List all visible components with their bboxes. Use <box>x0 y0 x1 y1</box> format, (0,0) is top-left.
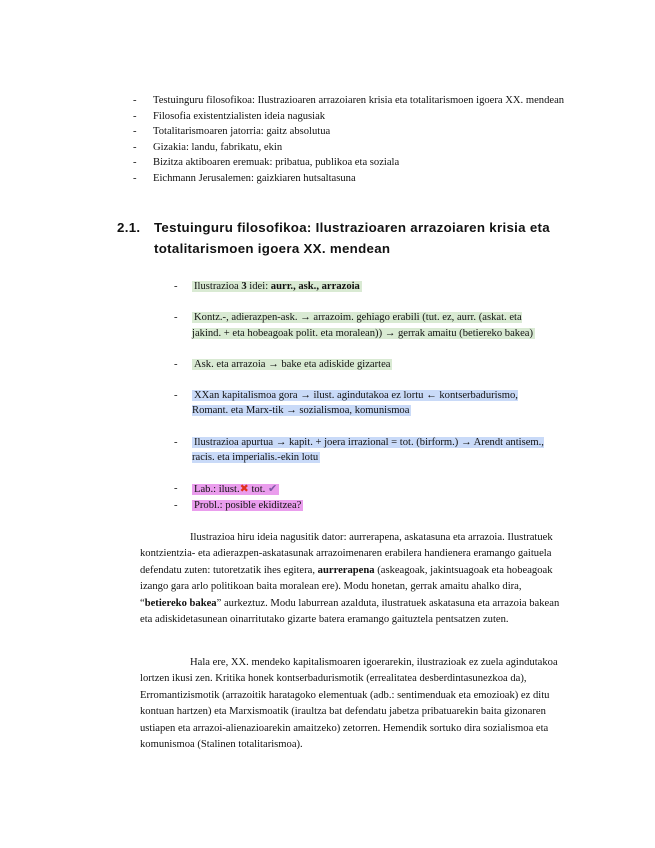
section-heading <box>117 217 557 259</box>
list-item: - Testuinguru filosofikoa: Ilustrazioaren arrazoiaren krisia eta totalitarismoen igoera XX. mendean <box>133 95 565 106</box>
list-item-text: Testuinguru filosofikoa: Ilustrazioaren arrazoiaren krisia eta totalitarismoen igoera XX. mendean <box>153 95 565 106</box>
check-mark-icon: ✔ <box>267 482 278 496</box>
note-text: Probl.: posible ekiditzea? <box>194 499 302 511</box>
list-item-text: Gizakia: landu, fabrikatu, ekin <box>153 141 283 153</box>
section-title: Testuinguru filosofikoa: Ilustrazioaren arrazoiaren krisia eta totalitarismoen igoera XX. mendean <box>154 220 550 256</box>
list-item: - Filosofia existentzialisten ideia nagusiak <box>133 110 326 122</box>
note-item: - Lab.: ilust.✖ tot. ✔ <box>174 482 278 496</box>
note-item: - Ilustrazioa apurtua → kapit. + joera irrazional = tot. (birform.) → Arendt antisem., racis. eta imperialis.-ekin lotu <box>174 436 544 464</box>
highlighted-notes <box>170 279 545 513</box>
body-paragraph: Hala ere, XX. mendeko kapitalismoaren igoerarekin, ilustrazioak ez zuela agindutakoa lortzen ikusi zen. Kritika honek kontserbadurismotik (errealitatea desberdintasunezkoa da), Erromantizismotik (arrazoitik haratagoko elementuak (adb.: sentimenduak eta emozioak) ez ditu kontuan hartzen) eta Marxismoatik (iraultza bat defendatu jabetza pribatuarekin baita gizonaren ustiapen eta arrazoi-alienazioarekin amaitzeko) zetorren. Hemendik sortuko dira sozialismoa eta komunismoa (Stalinen totalitarismoa). <box>140 657 558 751</box>
section-number: 2.1. <box>117 220 141 235</box>
list-item: - Gizakia: landu, fabrikatu, ekin <box>133 141 283 153</box>
list-item-text: Filosofia existentzialisten ideia nagusiak <box>153 110 326 122</box>
cross-mark-icon: ✖ <box>239 482 249 496</box>
outline-list <box>130 93 580 187</box>
note-text: Lab.: ilust.✖ tot. ✔ <box>194 482 278 496</box>
note-item: - XXan kapitalismoa gora → ilust. agindutakoa ez lortu ← kontserbadurismo, Romant. eta Marx-tik → sozialismoa, komunismoa <box>174 389 518 417</box>
list-item-text: Eichmann Jerusalemen: gaizkiaren hutsaltasuna <box>153 172 356 184</box>
note-text: Ask. eta arrazoia → bake eta adiskide gizartea <box>194 358 391 370</box>
list-item-text: Totalitarismoaren jatorria: gaitz absolutua <box>153 126 331 138</box>
body-paragraph: Ilustrazioa hiru ideia nagusitik dator: aurrerapena, askatasuna eta arrazoia. Ilustratuek kontzientzia- eta adierazpen-askatasunak arrazoimenaren erabilera handienera eramango gaituela defendatu zuten: tutoretzatik ihes egitera, aurrerapena (askeagoak, jakintsuagoak eta hobeagoak izango gara arlo politikoan baita moralean ere). Modu honetan, gerrak amaitu ahalko dira, “betiereko bakea” aurkeztuz. Modu laburrean azalduta, ilustratuek askatasuna eta arrazoia bakean eta adiskidetasunean oinarritutako gizarte batera eramango gaituztela pentsatzen zuten. <box>140 532 560 626</box>
note-item: - Kontz.-, adierazpen-ask. → arrazoim. gehiago erabili (tut. ez, aurr. (askat. eta jakind. + eta hobeagoak polit. eta moralean)) → gerrak amaitu (betiereko bakea) <box>174 312 533 339</box>
note-text: Ilustrazioa 3 idei: aurr., ask., arrazoia <box>194 281 360 292</box>
note-item: - Ilustrazioa 3 idei: aurr., ask., arrazoia <box>174 281 360 292</box>
note-text: XXan kapitalismoa gora → ilust. agindutakoa ez lortu ← kontserbadurismo, Romant. eta Marx-tik → sozialismoa, komunismoa <box>192 389 518 417</box>
note-item: - Ask. eta arrazoia → bake eta adiskide gizartea <box>174 358 391 370</box>
note-item: - Probl.: posible ekiditzea? <box>174 499 302 511</box>
note-text: Ilustrazioa apurtua → kapit. + joera irrazional = tot. (birform.) → Arendt antisem., racis. eta imperialis.-ekin lotu <box>192 436 544 464</box>
list-item: - Bizitza aktiboaren eremuak: pribatua, publikoa eta soziala <box>133 157 400 169</box>
note-text: Kontz.-, adierazpen-ask. → arrazoim. gehiago erabili (tut. ez, aurr. (askat. eta jakind. + eta hobeagoak polit. eta moralean)) → gerrak amaitu (betiereko bakea) <box>192 312 533 339</box>
list-item: - Totalitarismoaren jatorria: gaitz absolutua <box>133 126 331 138</box>
list-item-text: Bizitza aktiboaren eremuak: pribatua, publikoa eta soziala <box>153 157 400 169</box>
list-item: - Eichmann Jerusalemen: gaizkiaren hutsaltasuna <box>133 172 356 184</box>
